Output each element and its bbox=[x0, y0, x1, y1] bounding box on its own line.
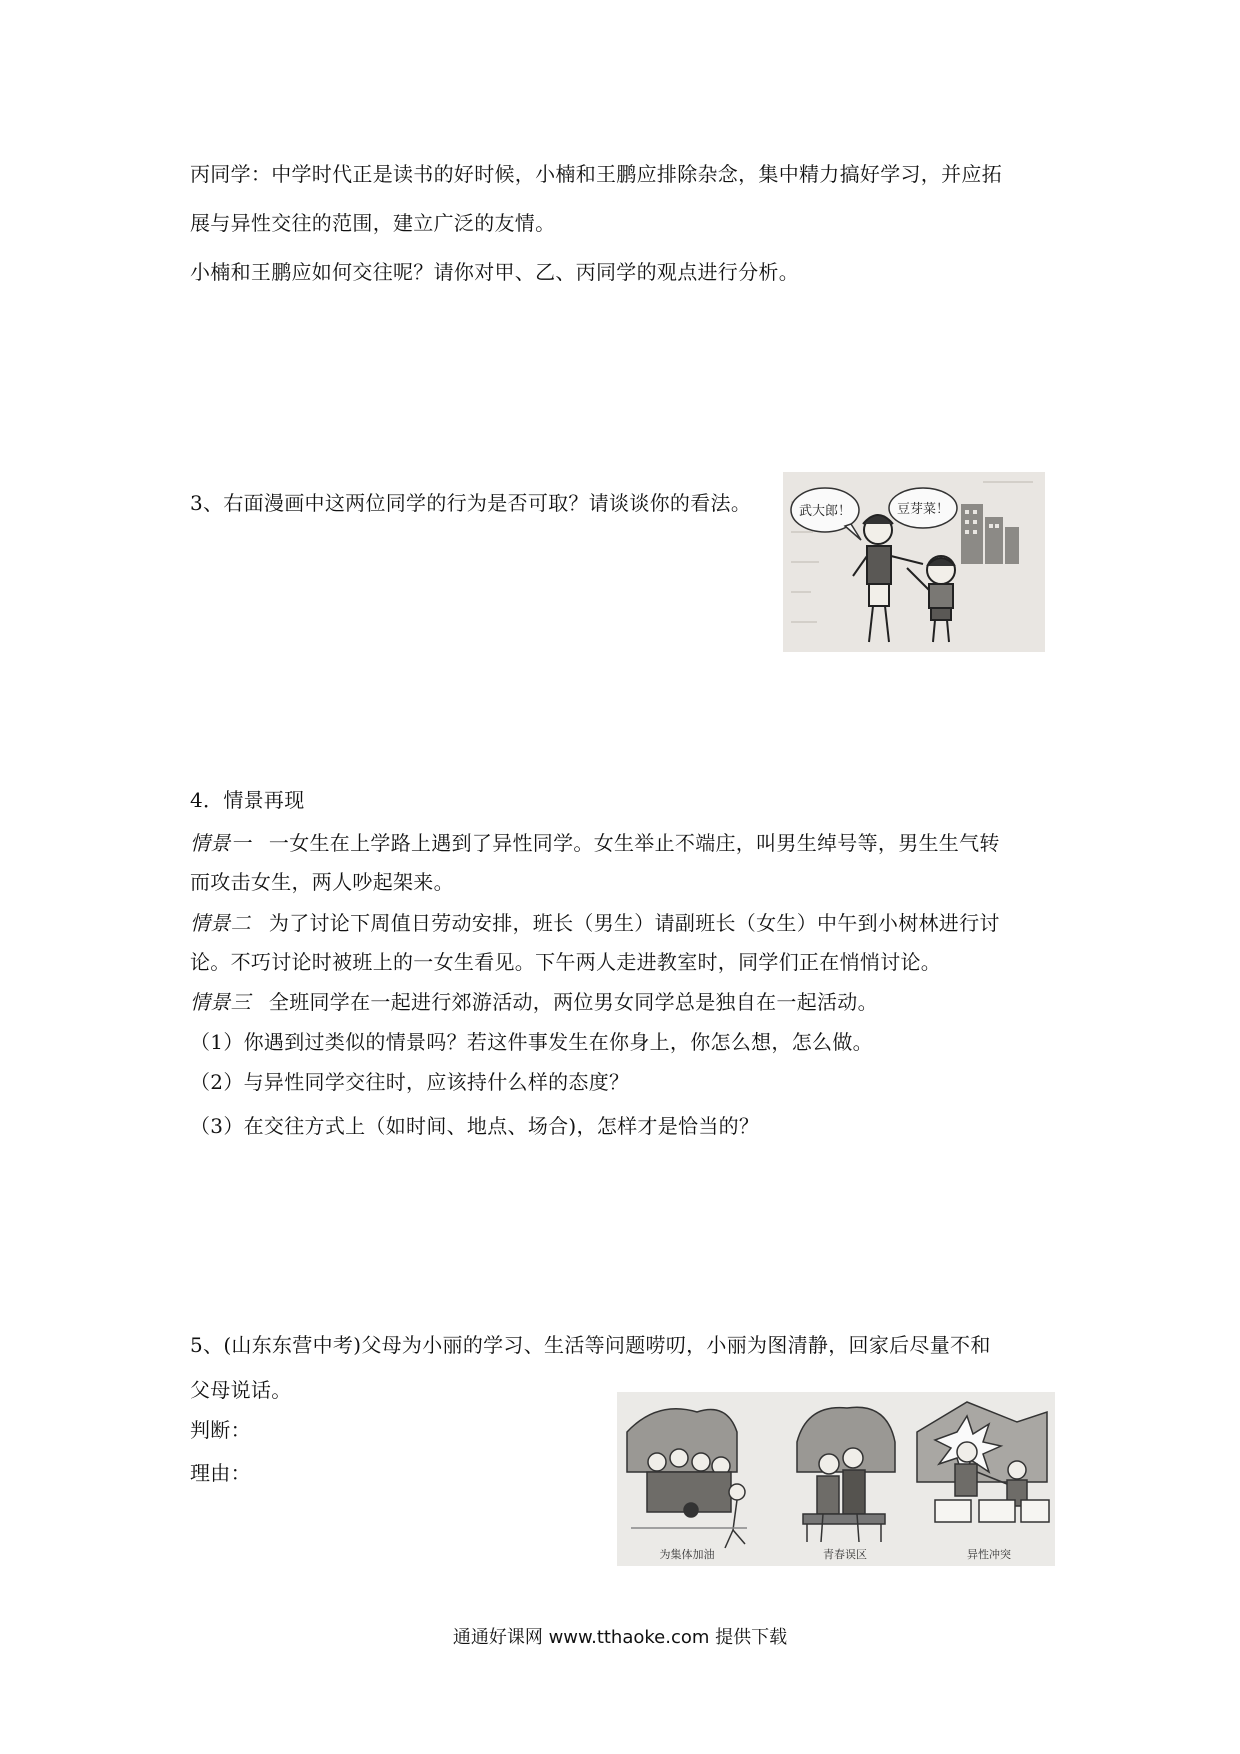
question-5-line-2: 父母说话。 bbox=[190, 1378, 292, 1402]
scene-1-text-1: 一女生在上学路上遇到了异性同学。女生举止不端庄，叫男生绰号等，男生生气转 bbox=[268, 831, 1000, 855]
judgement-label: 判断： bbox=[190, 1418, 251, 1442]
paragraph-bing-line-1: 丙同学：中学时代正是读书的好时候，小楠和王鹏应排除杂念，集中精力搞好学习，并应拓 bbox=[190, 162, 1002, 186]
scene-1-line-2: 而攻击女生，两人吵起架来。 bbox=[190, 870, 454, 894]
footer-download-note: 通通好课网 www.tthaoke.com 提供下载 bbox=[452, 1627, 788, 1648]
caption-conflict: 异性冲突 bbox=[967, 1548, 1011, 1561]
scene-2-label: 情景二 bbox=[190, 911, 251, 935]
cartoon-three-panels bbox=[617, 1392, 1055, 1566]
scene-1-line-1 bbox=[190, 829, 1000, 857]
scene-3-label: 情景三 bbox=[190, 990, 251, 1014]
cartoon-two-students bbox=[783, 472, 1045, 652]
caption-misconception: 青春误区 bbox=[823, 1548, 867, 1561]
scene-3-line bbox=[190, 988, 878, 1016]
question-4-sub-2: （2）与异性同学交往时，应该持什么样的态度？ bbox=[190, 1070, 630, 1094]
question-4-title: 4．情景再现 bbox=[190, 788, 305, 812]
scene-2-line-1 bbox=[190, 909, 1000, 937]
caption-cheering: 为集体加油 bbox=[659, 1548, 715, 1561]
question-3-text: 3、右面漫画中这两位同学的行为是否可取？请谈谈你的看法。 bbox=[190, 491, 752, 515]
question-4-sub-1: （1）你遇到过类似的情景吗？若这件事发生在你身上，你怎么想，怎么做。 bbox=[190, 1030, 873, 1054]
scene-2-text-1: 为了讨论下周值日劳动安排，班长（男生）请副班长（女生）中午到小树林进行讨 bbox=[268, 911, 1000, 935]
scene-2-line-2: 论。不巧讨论时被班上的一女生看见。下午两人走进教室时，同学们正在悄悄讨论。 bbox=[190, 950, 942, 974]
panel-conflict bbox=[917, 1402, 1049, 1522]
scene-3-text: 全班同学在一起进行郊游活动，两位男女同学总是独自在一起活动。 bbox=[268, 990, 878, 1014]
question-4-sub-3: （3）在交往方式上（如时间、地点、场合)，怎样才是恰当的？ bbox=[190, 1114, 760, 1138]
bubble-right-text: 豆芽菜！ bbox=[896, 502, 950, 517]
question-2-prompt: 小楠和王鹏应如何交往呢？请你对甲、乙、丙同学的观点进行分析。 bbox=[190, 260, 799, 284]
scene-1-label: 情景一 bbox=[190, 831, 251, 855]
question-5-line-1: 5、(山东东营中考)父母为小丽的学习、生活等问题唠叨，小丽为图清静，回家后尽量不和 bbox=[190, 1333, 991, 1357]
reason-label: 理由： bbox=[190, 1461, 251, 1485]
bubble-left-text: 武大郎！ bbox=[798, 504, 852, 519]
paragraph-bing-line-2: 展与异性交往的范围，建立广泛的友情。 bbox=[190, 211, 556, 235]
